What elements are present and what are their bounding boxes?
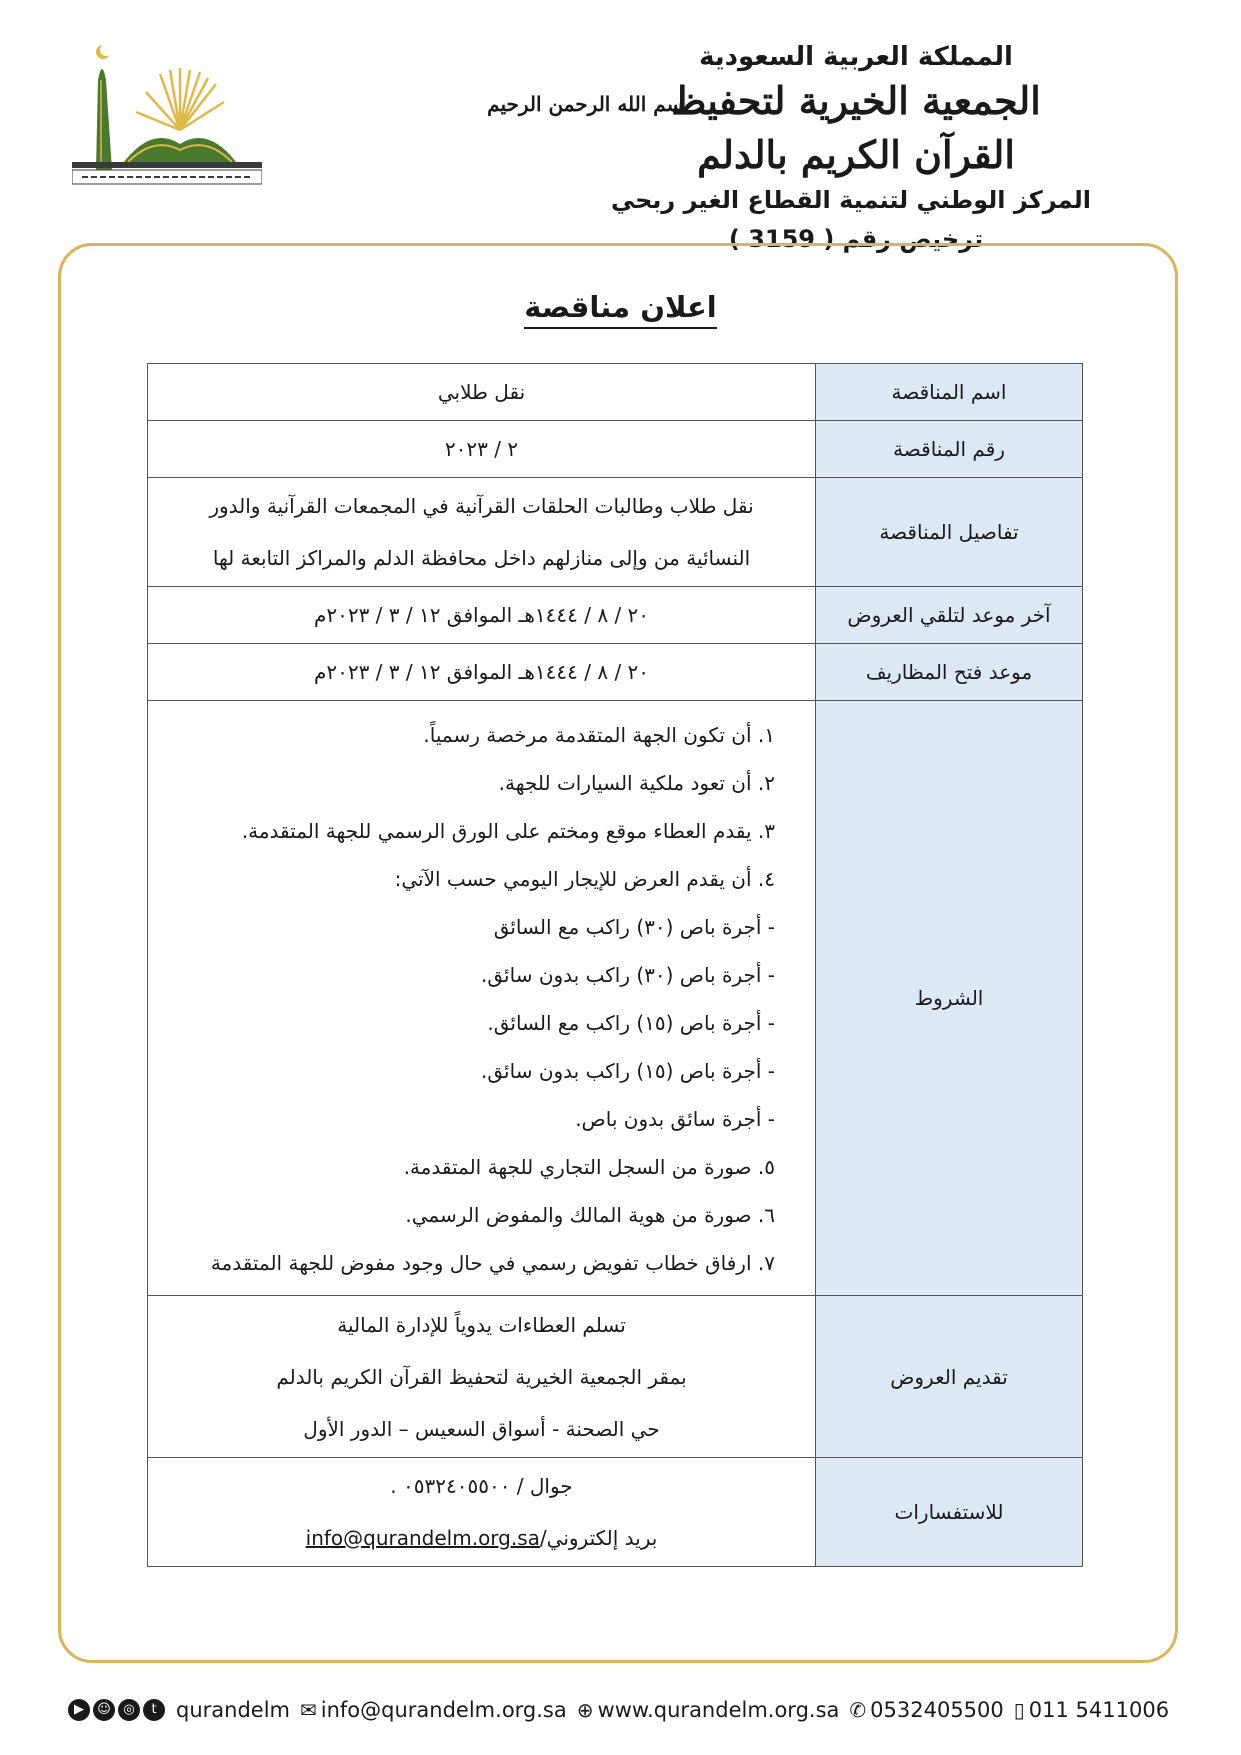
whatsapp-icon: ✆: [849, 1698, 867, 1722]
tender-details-label: تفاصيل المناقصة: [816, 478, 1083, 587]
table-row: [148, 364, 1083, 421]
footer-mobile[interactable]: 0532405500: [870, 1698, 1004, 1722]
kingdom-name: المملكة العربية السعودية: [699, 42, 1013, 72]
submission-line: حي الصحنة - أسواق السعيس – الدور الأول: [303, 1416, 660, 1441]
basmala-calligraphy: بسم الله الرحمن الرحيم: [487, 92, 690, 116]
condition-item: - أجرة باص (١٥) راكب بدون سائق.: [481, 1059, 775, 1083]
opening-value: ٢٠ / ٨ / ١٤٤٤هـ الموافق ١٢ / ٣ / ٢٠٢٣م: [148, 644, 816, 701]
condition-item: - أجرة باص (٣٠) راكب بدون سائق.: [481, 963, 775, 987]
email-line: [170, 1512, 793, 1564]
mail-icon: ✉: [300, 1698, 317, 1722]
footer-email[interactable]: info@qurandelm.org.sa: [320, 1698, 567, 1722]
footer-website[interactable]: www.qurandelm.org.sa: [597, 1698, 840, 1722]
youtube-icon[interactable]: ▶: [68, 1699, 90, 1721]
tender-number-value: ٢ / ٢٠٢٣: [148, 421, 816, 478]
condition-item: ٧. ارفاق خطاب تفويض رسمي في حال وجود مفوض للجهة المتقدمة: [210, 1251, 775, 1275]
condition-item: - أجرة باص (٣٠) راكب مع السائق: [493, 915, 775, 939]
table-row: [148, 478, 1083, 587]
conditions-label: الشروط: [816, 701, 1083, 1296]
email-link[interactable]: info@qurandelm.org.sa: [305, 1526, 540, 1550]
center-name: المركز الوطني لتنمية القطاع الغير ربحي: [610, 186, 1091, 214]
submission-label: تقديم العروض: [816, 1296, 1083, 1458]
tender-table: [147, 363, 1083, 1567]
submission-line: بمقر الجمعية الخيرية لتحفيظ القرآن الكريم بالدلم: [276, 1364, 687, 1389]
footer-contact-bar: [68, 1690, 1178, 1730]
condition-item: ٢. أن تعود ملكية السيارات للجهة.: [498, 771, 775, 795]
condition-item: - أجرة سائق بدون باص.: [575, 1107, 775, 1131]
email-prefix: بريد إلكتروني/: [539, 1526, 658, 1550]
table-row: [148, 587, 1083, 644]
table-row: [148, 1458, 1083, 1567]
license-number: ترخيص رقم ( 3159 ): [728, 225, 984, 253]
twitter-icon[interactable]: t: [143, 1699, 165, 1721]
logo-emblem: [72, 40, 262, 210]
tender-details-value: [148, 478, 816, 587]
tender-name-value: نقل طلابي: [148, 364, 816, 421]
condition-item: ٤. أن يقدم العرض للإيجار اليومي حسب الآتي:: [394, 867, 775, 891]
deadline-label: آخر موعد لتلقي العروض: [816, 587, 1083, 644]
table-row: [148, 421, 1083, 478]
page-title: اعلان مناقصة: [0, 290, 1241, 324]
condition-item: ٦. صورة من هوية المالك والمفوض الرسمي.: [405, 1203, 775, 1227]
table-row: [148, 701, 1083, 1296]
deadline-value: ٢٠ / ٨ / ١٤٤٤هـ الموافق ١٢ / ٣ / ٢٠٢٣م: [148, 587, 816, 644]
mobile-line: جوال / ٠٥٣٢٤٠٥٥٠٠ .: [390, 1474, 573, 1498]
condition-item: ٥. صورة من السجل التجاري للجهة المتقدمة.: [403, 1155, 775, 1179]
details-line: نقل طلاب وطالبات الحلقات القرآنية في المجمعات القرآنية والدور: [209, 494, 754, 518]
social-handle[interactable]: qurandelm: [176, 1698, 290, 1722]
snapchat-icon[interactable]: ☺: [93, 1699, 115, 1721]
footer-phone[interactable]: 011 5411006: [1028, 1698, 1170, 1722]
submission-value: [148, 1296, 816, 1458]
submission-line: تسلم العطاءات يدوياً للإدارة المالية: [337, 1312, 626, 1337]
globe-icon: ⊕: [576, 1698, 594, 1722]
table-row: [148, 644, 1083, 701]
details-line: النسائية من وإلى منازلهم داخل محافظة الدلم والمراكز التابعة لها: [212, 546, 751, 570]
inquiries-label: للاستفسارات: [816, 1458, 1083, 1567]
conditions-list: [148, 701, 816, 1296]
association-name: الجمعية الخيرية لتحفيظ القرآن الكريم بالدلم: [671, 78, 1041, 177]
condition-item: - أجرة باص (١٥) راكب مع السائق.: [487, 1011, 775, 1035]
letterhead-text: [610, 40, 1091, 256]
opening-label: موعد فتح المظاريف: [816, 644, 1083, 701]
inquiries-value: [148, 1458, 816, 1567]
condition-item: ١. أن تكون الجهة المتقدمة مرخصة رسمياً.: [423, 723, 775, 747]
condition-item: ٣. يقدم العطاء موقع ومختم على الورق الرسمي للجهة المتقدمة.: [241, 819, 775, 843]
table-row: [148, 1296, 1083, 1458]
instagram-icon[interactable]: ◎: [118, 1699, 140, 1721]
tender-number-label: رقم المناقصة: [816, 421, 1083, 478]
phone-icon: ▯: [1013, 1698, 1025, 1722]
tender-name-label: اسم المناقصة: [816, 364, 1083, 421]
